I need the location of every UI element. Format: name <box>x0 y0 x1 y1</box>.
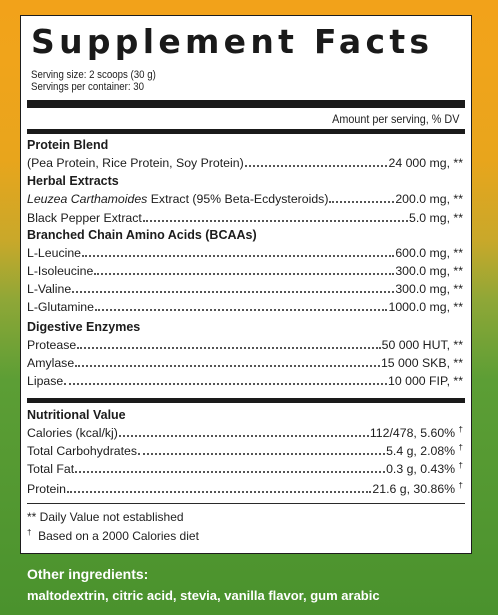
ingredient-amount: 5.0 mg, ** <box>409 211 463 225</box>
dagger-mark: † <box>458 480 463 490</box>
leader-dots <box>143 219 408 222</box>
ingredient-name: L-Glutamine <box>27 300 94 314</box>
section-heading-herbal-extracts: Herbal Extracts <box>27 174 119 188</box>
ingredient-name: Lipase <box>27 374 64 388</box>
ingredient-row <box>27 242 463 260</box>
thick-divider <box>27 100 465 108</box>
leader-dots <box>138 452 385 455</box>
serving-size: Serving size: 2 scoops (30 g) <box>31 69 156 81</box>
section-heading-protein-blend: Protein Blend <box>27 138 109 152</box>
leader-dots <box>75 364 380 367</box>
nutrition-row <box>27 478 463 496</box>
ingredient-name: L-Leucine <box>27 246 82 260</box>
ingredient-name-rest: Extract (95% Beta-Ecdysteroids) <box>147 192 329 206</box>
dagger-mark: † <box>458 442 463 452</box>
ingredient-name: L-Isoleucine <box>27 264 94 278</box>
dagger-mark: † <box>458 424 463 434</box>
section-heading-nutritional-value: Nutritional Value <box>27 408 126 422</box>
ingredient-row <box>27 278 463 296</box>
servings-per-container: Servings per container: 30 <box>31 81 145 93</box>
ingredient-name: Black Pepper Extract <box>27 211 142 225</box>
calories-footnote <box>27 528 199 543</box>
nutrition-divider <box>27 398 465 403</box>
nutrient-name: Total Carbohydrates <box>27 444 138 458</box>
ingredient-row <box>27 352 463 370</box>
supplement-facts-panel <box>20 15 472 554</box>
ingredient-row <box>27 152 463 170</box>
header-divider <box>27 129 465 134</box>
other-ingredients-title: Other ingredients: <box>27 566 149 582</box>
ingredient-amount: 10 000 FIP, ** <box>388 374 463 388</box>
leader-dots <box>64 382 387 385</box>
ingredient-name: L-Valine <box>27 282 72 296</box>
ingredient-amount: 300.0 mg, ** <box>395 264 463 278</box>
calories-footnote-text: Based on a 2000 Calories diet <box>38 529 199 543</box>
ingredient-name <box>27 192 328 206</box>
leader-dots <box>82 254 394 257</box>
ingredient-name: (Pea Protein, Rice Protein, Soy Protein) <box>27 156 244 170</box>
dagger-mark: † <box>458 460 463 470</box>
leader-dots <box>329 200 394 203</box>
ingredient-amount: 1000.0 mg, ** <box>388 300 463 314</box>
leader-dots <box>245 164 388 167</box>
nutrient-name: Protein <box>27 482 66 496</box>
ingredient-amount: 50 000 HUT, ** <box>381 338 463 352</box>
ingredient-amount: 24 000 mg, ** <box>388 156 463 170</box>
panel-title: Supplement Facts <box>31 22 434 61</box>
leader-dots <box>67 490 371 493</box>
leader-dots <box>77 346 380 349</box>
ingredient-name: Amylase <box>27 356 75 370</box>
leader-dots <box>94 272 394 275</box>
nutrient-amount: 0.3 g, 0.43% <box>386 462 456 476</box>
ingredient-amount: 15 000 SKB, ** <box>380 356 463 370</box>
section-heading-digestive-enzymes: Digestive Enzymes <box>27 320 141 334</box>
ingredient-row <box>27 296 463 314</box>
ingredient-amount: 600.0 mg, ** <box>395 246 463 260</box>
dagger-mark: † <box>27 528 32 537</box>
ingredient-amount: 200.0 mg, ** <box>395 192 463 206</box>
leader-dots <box>75 470 385 473</box>
nutrient-amount: 112/478, 5.60% <box>369 426 456 440</box>
ingredient-name-italic: Leuzea Carthamoides <box>27 192 148 206</box>
nutrient-name: Total Fat <box>27 462 75 476</box>
ingredient-name: Protease <box>27 338 77 352</box>
leader-dots <box>72 290 394 293</box>
leader-dots <box>95 308 388 311</box>
leader-dots <box>119 434 369 437</box>
ingredient-row <box>27 334 463 352</box>
nutrition-row <box>27 422 463 440</box>
ingredient-row <box>27 370 463 388</box>
ingredient-row <box>27 260 463 278</box>
amount-per-serving-header: Amount per serving, % DV <box>331 112 459 126</box>
nutrient-amount: 5.4 g, 2.08% <box>386 444 456 458</box>
nutrition-row <box>27 458 463 476</box>
nutrition-row <box>27 440 463 458</box>
ingredient-amount: 300.0 mg, ** <box>395 282 463 296</box>
ingredient-row <box>27 207 463 225</box>
nutrient-name: Calories (kcal/kj) <box>27 426 118 440</box>
other-ingredients-list: maltodextrin, citric acid, stevia, vanilla flavor, gum arabic <box>27 588 380 603</box>
nutrient-amount: 21.6 g, 30.86% <box>372 482 456 496</box>
footnote-divider <box>27 503 465 504</box>
section-heading-bcaas: Branched Chain Amino Acids (BCAAs) <box>27 228 257 242</box>
daily-value-footnote: ** Daily Value not established <box>27 510 184 524</box>
ingredient-row <box>27 188 463 206</box>
